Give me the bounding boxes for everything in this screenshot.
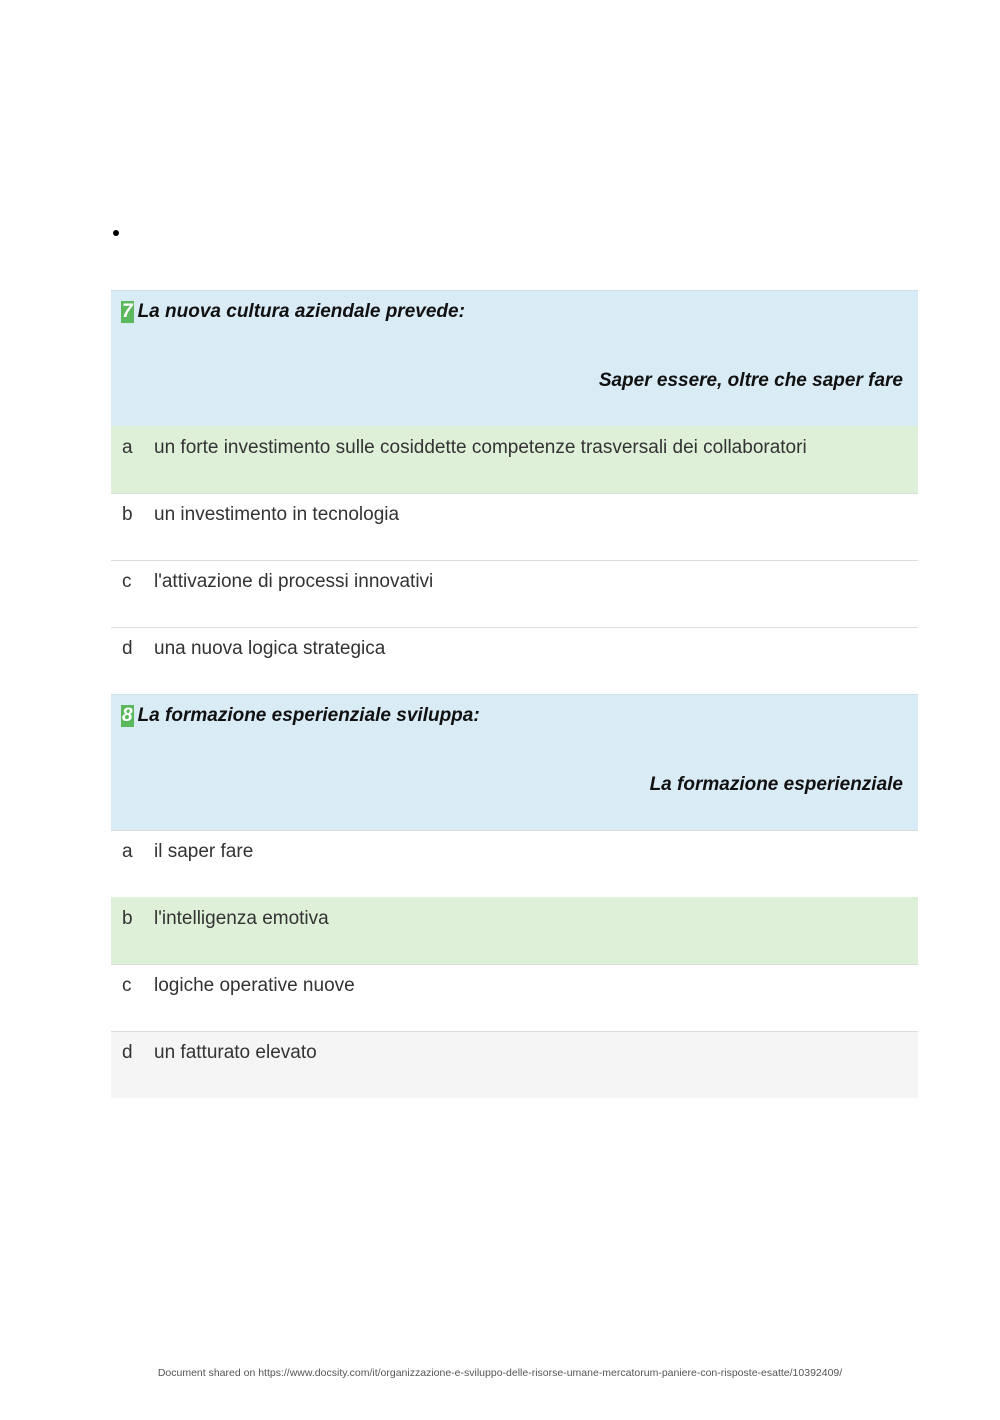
option-text: l'intelligenza emotiva — [154, 908, 329, 929]
question-number-badge: 7 — [122, 301, 133, 322]
option-row — [111, 493, 918, 560]
option-row — [111, 830, 918, 897]
document-footer: Document shared on https://www.docsity.com/it/organizzazione-e-sviluppo-delle-risorse-umane-mercatorum-paniere-con-risposte-esatte/10392409/ — [157, 1367, 843, 1379]
option-text: un fatturato elevato — [154, 1042, 317, 1063]
option-row — [111, 426, 918, 493]
option-letter: b — [122, 908, 133, 929]
option-text: l'attivazione di processi innovativi — [154, 571, 434, 592]
question-header — [111, 290, 918, 426]
option-letter: d — [122, 1042, 133, 1063]
option-letter: c — [122, 975, 132, 996]
answer-hint: Saper essere, oltre che saper fare — [598, 370, 903, 391]
list-bullet — [113, 230, 119, 236]
answer-hint: La formazione esperienziale — [649, 774, 903, 795]
option-row — [111, 897, 918, 964]
question-title — [121, 301, 465, 323]
question-text: La nuova cultura aziendale prevede: — [137, 301, 465, 322]
option-row — [111, 964, 918, 1031]
question-title — [121, 705, 480, 727]
quiz-table — [111, 290, 918, 1098]
option-letter: b — [122, 504, 133, 525]
option-letter: a — [122, 841, 133, 862]
question-header — [111, 694, 918, 830]
option-row — [111, 560, 918, 627]
option-text: una nuova logica strategica — [154, 638, 386, 659]
option-text: logiche operative nuove — [154, 975, 355, 996]
option-letter: d — [122, 638, 133, 659]
option-text: un investimento in tecnologia — [154, 504, 400, 525]
question-text: La formazione esperienziale sviluppa: — [137, 705, 480, 726]
option-text: un forte investimento sulle cosiddette competenze trasversali dei collaboratori — [154, 437, 807, 458]
option-letter: a — [122, 437, 133, 458]
option-row — [111, 1031, 918, 1098]
question-number-badge: 8 — [122, 705, 133, 726]
option-row — [111, 627, 918, 694]
option-letter: c — [122, 571, 132, 592]
option-text: il saper fare — [154, 841, 254, 862]
